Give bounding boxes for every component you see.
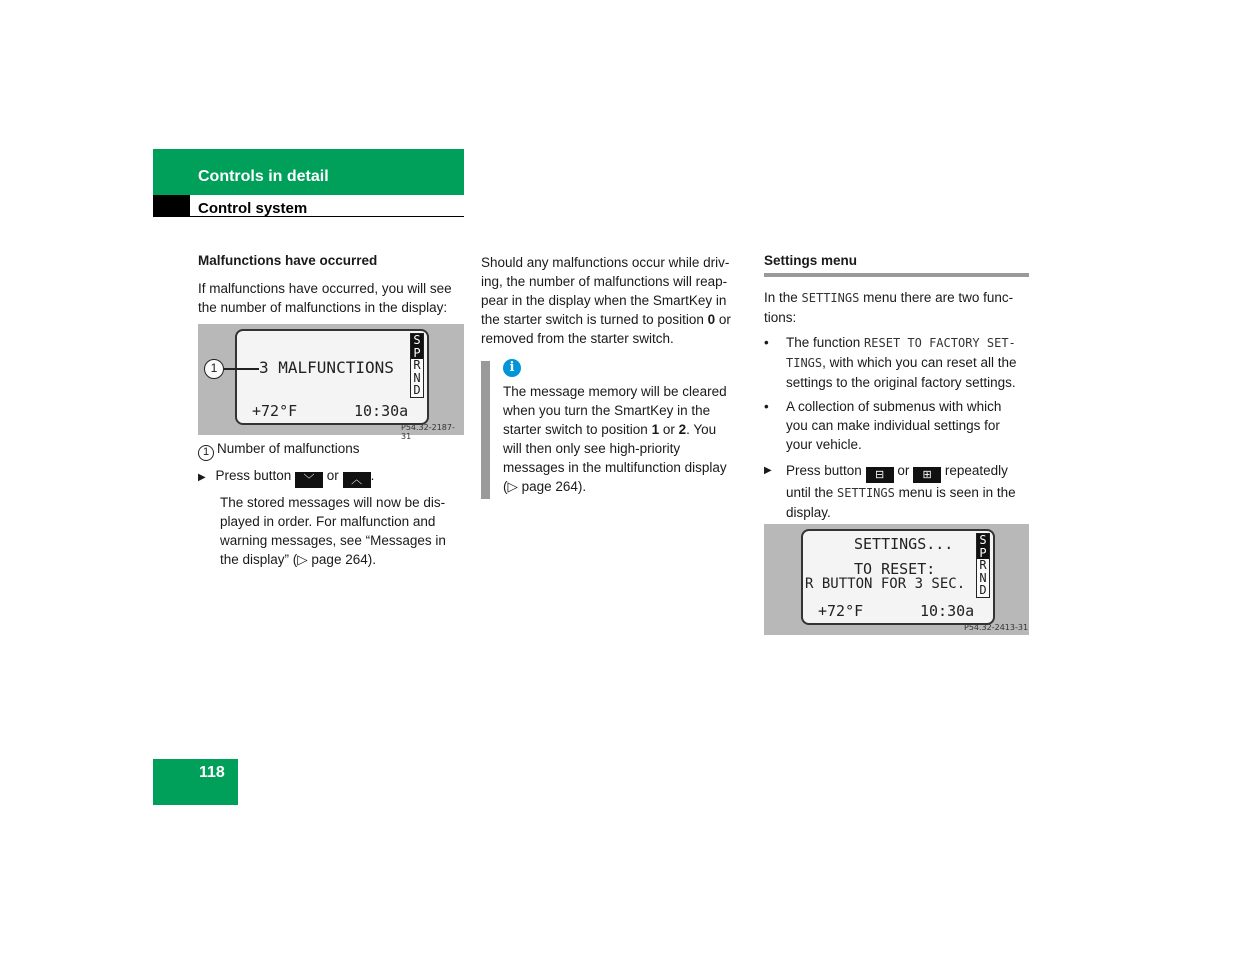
- stored-line: the display” (▷ page 264).: [220, 552, 376, 567]
- press-button-instruction: [198, 466, 468, 488]
- stored-line: The stored messages will now be dis-: [220, 495, 446, 510]
- instruction-line: [786, 483, 1032, 503]
- figure-code: P54.32-2187-31: [401, 423, 455, 441]
- bullet-reset-function: [764, 333, 1032, 392]
- temperature-readout: +72°F: [252, 402, 298, 420]
- gear-n: N: [413, 370, 421, 385]
- gear-r: R: [979, 558, 987, 572]
- instruction-line: [786, 461, 1032, 483]
- info-line: [503, 420, 748, 439]
- settings-intro: [764, 288, 1032, 327]
- line-text: starter switch to position: [503, 422, 652, 437]
- header-marker: [153, 195, 190, 217]
- gear-indicator: [410, 333, 424, 398]
- line-text: the starter switch is turned to position: [481, 312, 708, 327]
- bullet-line: settings to the original factory settings.: [786, 375, 1016, 390]
- press-end: .: [370, 468, 375, 483]
- bullet-dot: •: [764, 335, 769, 350]
- bullet-line: [786, 353, 1032, 373]
- press-label: Press button: [215, 468, 292, 483]
- figure-code: P54.32-2413-31: [964, 623, 1029, 632]
- clock-readout: 10:30a: [920, 602, 975, 620]
- bullet-line: [786, 333, 1032, 353]
- malfunctions-display-figure: [198, 324, 464, 441]
- gear-s: S: [411, 334, 423, 347]
- line-text: repeatedly: [944, 463, 1008, 478]
- settings-display-figure: [764, 524, 1029, 635]
- heading-rule: [764, 273, 1029, 277]
- section-title: Controls in detail: [198, 168, 329, 185]
- line-text: or: [659, 422, 679, 437]
- legend-text: Number of malfunctions: [217, 441, 360, 456]
- reset-instruction-text: R BUTTON FOR 3 SEC.: [805, 576, 966, 592]
- bullet-line: your vehicle.: [786, 437, 862, 452]
- info-icon: i: [503, 359, 521, 377]
- section-subtitle: Control system: [198, 200, 308, 217]
- instruction-arrow-icon: ▶: [198, 472, 206, 483]
- bullet-line: you can make individual settings for: [786, 418, 1000, 433]
- paragraph-line: tions:: [764, 310, 797, 325]
- info-line: The message memory will be cleared: [503, 384, 727, 399]
- press-label: Press button: [786, 463, 862, 478]
- info-note-bar: [481, 361, 490, 499]
- or-label: or: [897, 463, 910, 478]
- paragraph-line: [481, 310, 746, 329]
- page-number-box: [153, 759, 238, 805]
- line-text: or: [715, 312, 731, 327]
- instruction-line: display.: [786, 505, 831, 520]
- gear-indicator: [976, 533, 990, 598]
- callout-line: [224, 368, 259, 370]
- line-text: . You: [686, 422, 717, 437]
- position-one: 1: [651, 422, 660, 437]
- settings-title-text: SETTINGS...: [854, 535, 954, 553]
- stored-line: played in order. For malfunction and: [220, 514, 436, 529]
- info-line: when you turn the SmartKey in the: [503, 403, 711, 418]
- gear-n: N: [979, 570, 987, 585]
- info-note-text: [503, 382, 748, 496]
- gear-d: D: [979, 583, 987, 597]
- settings-term: SETTINGS: [837, 486, 895, 500]
- up-arrow-button-icon: ︿: [343, 472, 371, 488]
- legend-item: [198, 439, 360, 461]
- position-two: 2: [678, 422, 687, 437]
- legend-number: 1: [198, 445, 214, 461]
- previous-menu-button-icon: ⊟: [866, 467, 894, 483]
- line-text: menu is seen in the: [894, 485, 1016, 500]
- page-number: 118: [199, 764, 225, 781]
- bullet-dot: •: [764, 399, 769, 414]
- paragraph-line: removed from the starter switch.: [481, 331, 674, 346]
- paragraph-line: Should any malfunctions occur while driv-: [481, 255, 730, 270]
- to-reset-text: TO RESET:: [854, 560, 936, 578]
- temperature-readout: +72°F: [818, 602, 864, 620]
- line-text: , with which you can reset all the: [822, 355, 1017, 370]
- malfunctions-while-driving-paragraph: [481, 253, 746, 348]
- gear-p: P: [411, 347, 423, 360]
- malfunctions-count-text: 3 MALFUNCTIONS: [259, 358, 394, 377]
- gear-r: R: [413, 358, 421, 372]
- malfunctions-intro: If malfunctions have occurred, you will see the number of malfunctions in the display:: [198, 281, 452, 315]
- paragraph-line: ing, the number of malfunctions will reap-: [481, 274, 728, 289]
- next-menu-button-icon: ⊞: [913, 467, 941, 483]
- line-text: until the: [786, 485, 838, 500]
- down-arrow-button-icon: ﹀: [295, 472, 323, 488]
- line-text: In the: [764, 290, 802, 305]
- line-text: menu there are two func-: [859, 290, 1014, 305]
- settings-menu-heading: Settings menu: [764, 253, 858, 268]
- instruction-arrow-icon: ▶: [764, 465, 772, 476]
- info-line: will then only see high-priority: [503, 441, 681, 456]
- callout-marker: 1: [204, 359, 224, 379]
- paragraph-line: [764, 288, 1032, 308]
- gear-s: S: [977, 534, 989, 547]
- line-text: The function: [786, 335, 865, 350]
- or-label: or: [326, 468, 339, 483]
- position-zero: 0: [707, 312, 716, 327]
- press-settings-instruction: [764, 461, 1032, 522]
- settings-term: SETTINGS: [801, 291, 860, 305]
- info-line: messages in the multifunction display: [503, 460, 727, 475]
- bullet-line: A collection of submenus with which: [786, 399, 1002, 414]
- reset-term: RESET TO FACTORY SET-: [864, 336, 1016, 350]
- bullet-submenus: [764, 397, 1032, 454]
- reset-term-end: TINGS: [786, 356, 823, 370]
- stored-messages-paragraph: [220, 493, 468, 569]
- stored-line: warning messages, see “Messages in: [220, 533, 446, 548]
- info-line: (▷ page 264).: [503, 479, 587, 494]
- gear-d: D: [413, 383, 421, 397]
- gear-p: P: [977, 547, 989, 560]
- clock-readout: 10:30a: [354, 402, 409, 420]
- malfunctions-heading: Malfunctions have occurred: [198, 253, 378, 268]
- paragraph-line: pear in the display when the SmartKey in: [481, 293, 727, 308]
